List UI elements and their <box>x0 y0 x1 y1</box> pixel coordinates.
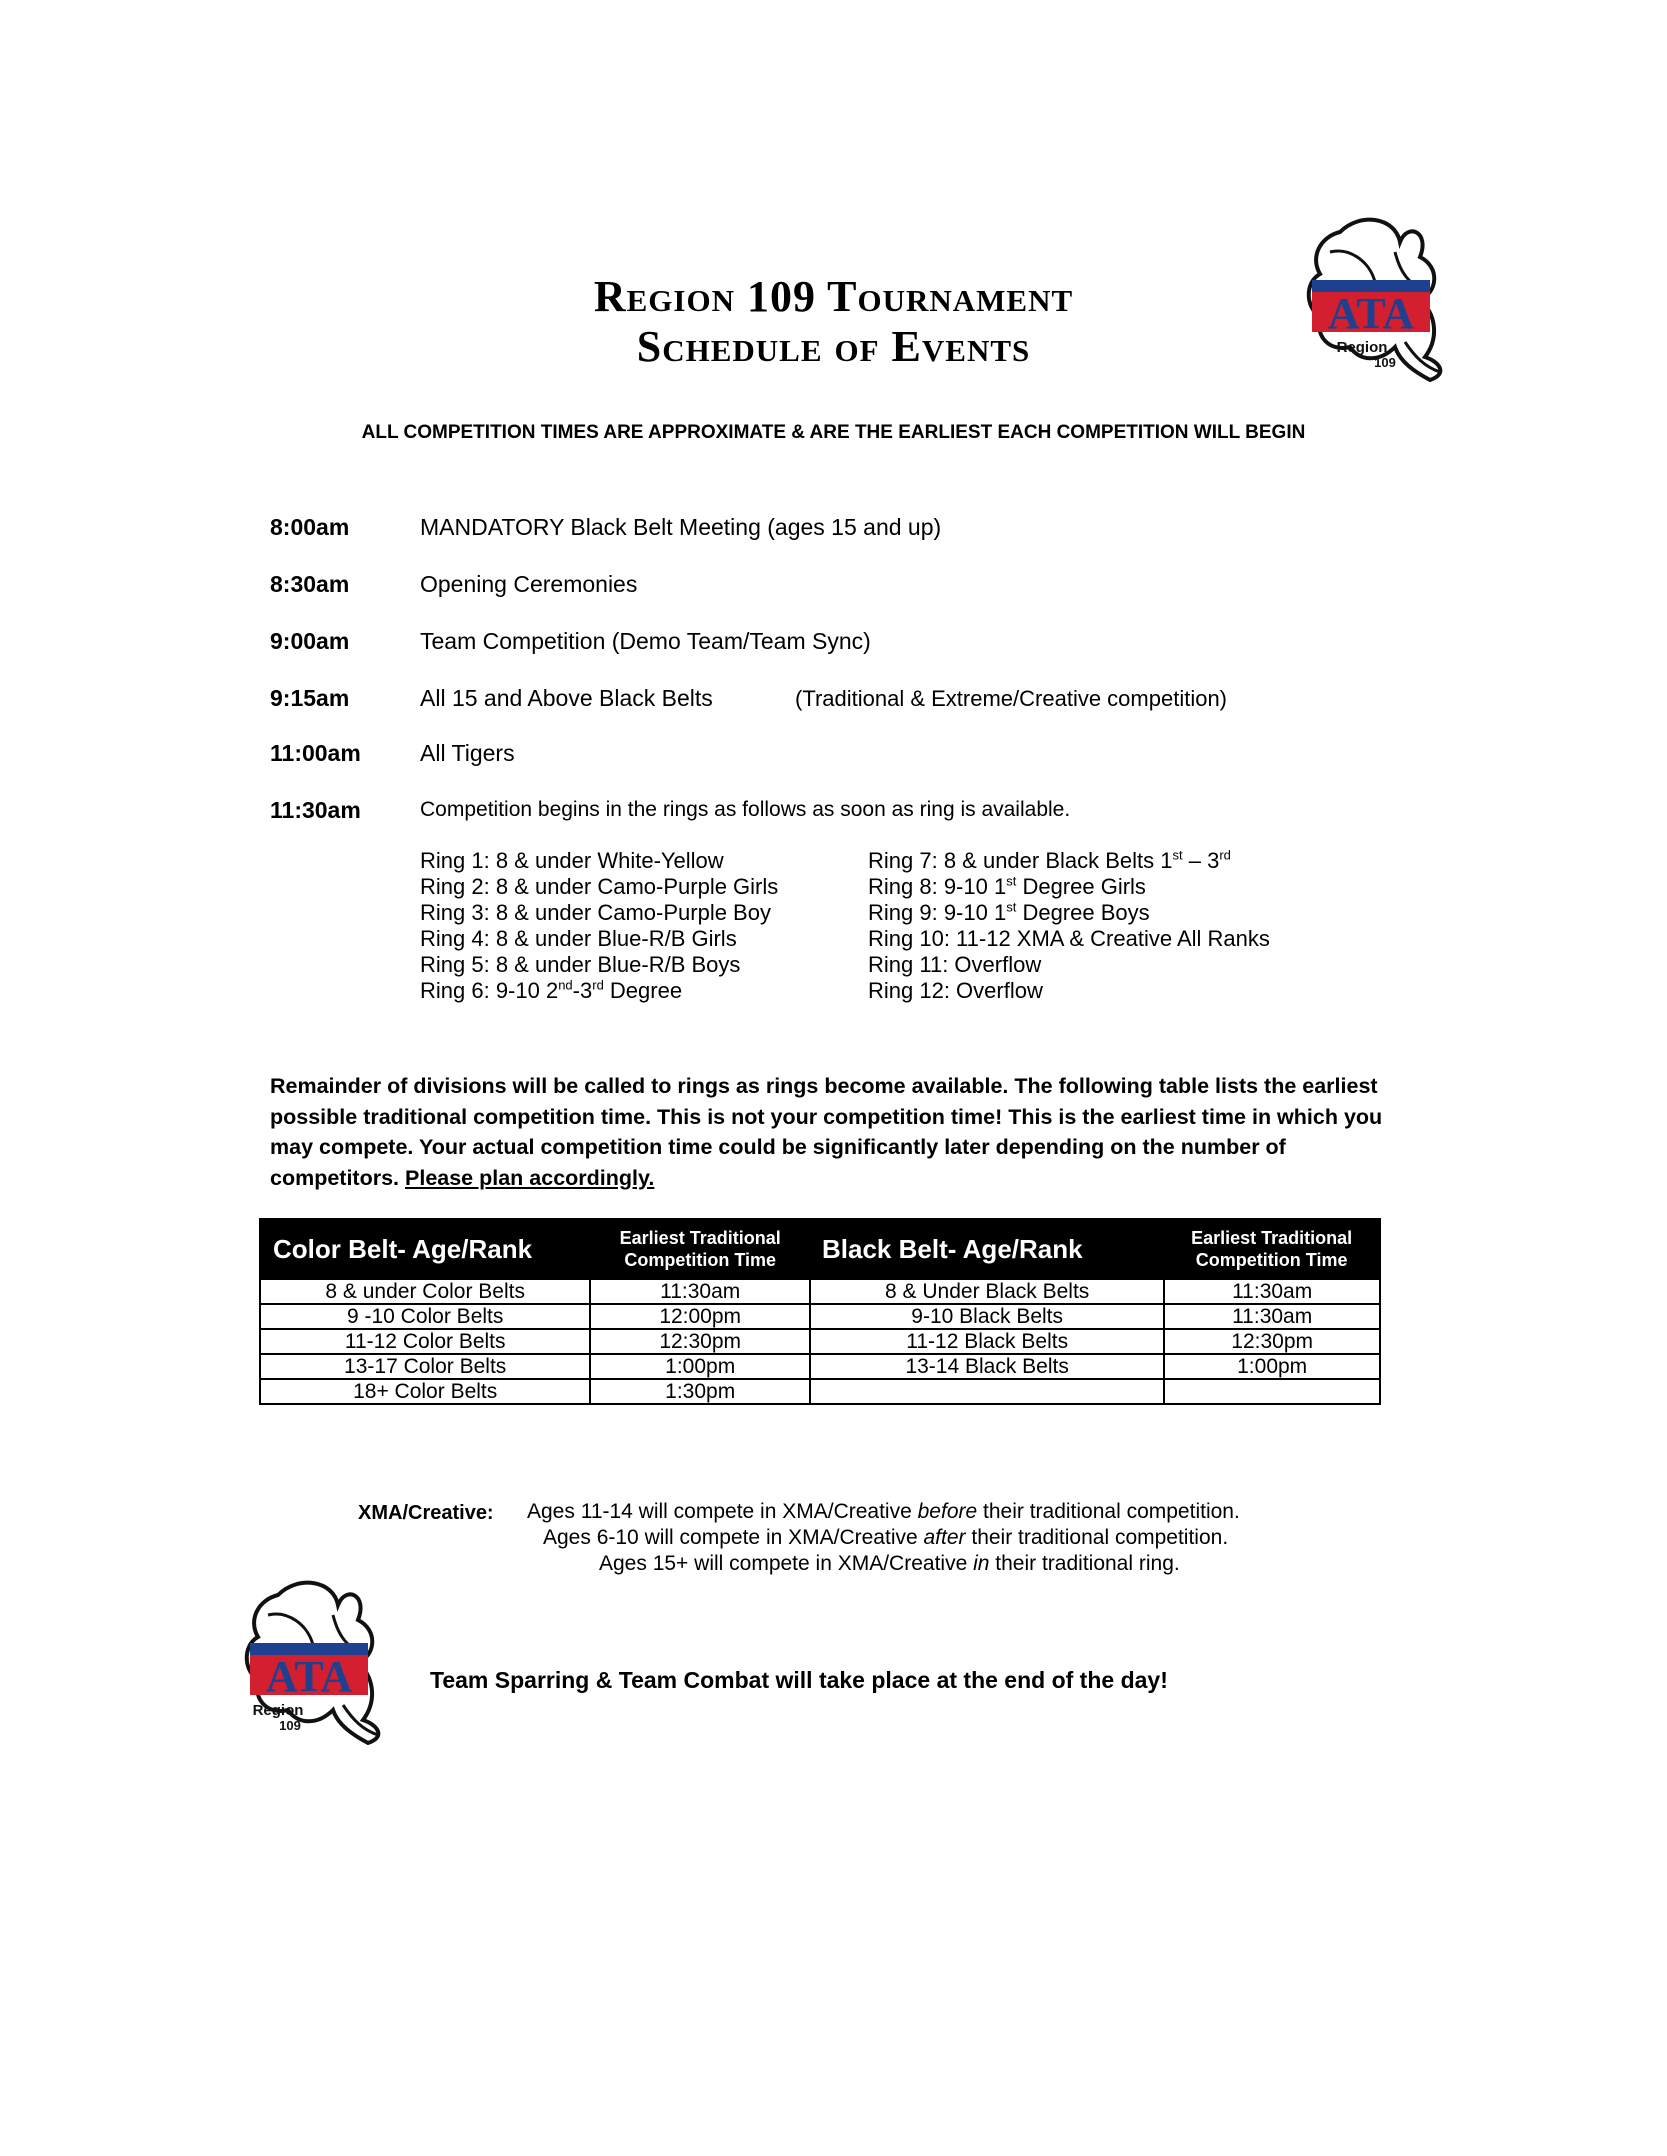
xma-line <box>599 1552 1180 1576</box>
dragon-logo-icon <box>1300 212 1450 382</box>
table-cell: 12:30pm <box>1164 1329 1380 1354</box>
ring-item: Ring 8: 9-10 1st Degree Girls <box>868 873 1146 899</box>
ring-item: Ring 12: Overflow <box>868 978 1043 1003</box>
xma-line-text: their traditional competition. <box>965 1526 1229 1549</box>
ring-item: Ring 10: 11-12 XMA & Creative All Ranks <box>868 926 1270 951</box>
page-title: Region 109 Tournament <box>593 272 1074 321</box>
table-row <box>260 1379 1380 1404</box>
schedule-time: 11:00am <box>270 740 361 766</box>
table-row <box>260 1279 1380 1304</box>
notice-paragraph <box>270 1071 1410 1193</box>
page-subtitle: ALL COMPETITION TIMES ARE APPROXIMATE & ARE THE EARLIEST EACH COMPETITION WILL BEGIN <box>361 422 1306 443</box>
table-cell: 9-10 Black Belts <box>810 1304 1164 1329</box>
xma-line-text: Ages 6-10 will compete in XMA/Creative <box>543 1526 924 1549</box>
ring-list-left <box>420 848 778 1004</box>
xma-line-text: their traditional competition. <box>977 1500 1240 1523</box>
competition-time-table <box>259 1218 1381 1405</box>
table-cell: 11-12 Black Belts <box>810 1329 1164 1354</box>
table-cell <box>810 1379 1164 1404</box>
table-header-cell: Black Belt- Age/Rank <box>810 1219 1164 1279</box>
ring-item: Ring 7: 8 & under Black Belts 1st – 3rd <box>868 847 1231 873</box>
table-cell: 18+ Color Belts <box>260 1379 590 1404</box>
schedule-item-note: (Traditional & Extreme/Creative competition) <box>795 686 1228 711</box>
table-cell: 1:30pm <box>590 1379 810 1404</box>
schedule-item: All 15 and Above Black Belts <box>420 685 713 711</box>
schedule-time: 8:00am <box>270 514 350 540</box>
table-cell: 11-12 Color Belts <box>260 1329 590 1354</box>
table-cell <box>1164 1379 1380 1404</box>
xma-line-text: their traditional ring. <box>989 1552 1180 1575</box>
dragon-logo-icon <box>238 1575 388 1745</box>
svg-text:ATA: ATA <box>265 1652 353 1701</box>
svg-text:Region: Region <box>252 1702 304 1719</box>
xma-label: XMA/Creative: <box>358 1502 494 1524</box>
table-header-cell: Earliest Traditional Competition Time <box>590 1219 810 1279</box>
schedule-time: 8:30am <box>270 571 350 597</box>
table-header-row <box>260 1219 1380 1279</box>
schedule-time: 11:30am <box>270 797 361 823</box>
ring-item: Ring 1: 8 & under White-Yellow <box>420 848 724 873</box>
ring-list-right <box>868 848 1270 1004</box>
svg-text:109: 109 <box>1374 355 1396 370</box>
schedule-time: 9:00am <box>270 628 350 654</box>
ring-item: Ring 3: 8 & under Camo-Purple Boy <box>420 900 771 925</box>
table-cell: 1:00pm <box>1164 1354 1380 1379</box>
table-cell: 8 & under Color Belts <box>260 1279 590 1304</box>
ring-item: Ring 11: Overflow <box>868 952 1042 977</box>
ata-region-logo-bottom <box>238 1575 388 1745</box>
table-row <box>260 1329 1380 1354</box>
xma-line-text: Ages 15+ will compete in XMA/Creative <box>599 1552 974 1575</box>
table-cell: 9 -10 Color Belts <box>260 1304 590 1329</box>
schedule-item: Competition begins in the rings as follows as soon as ring is available. <box>420 798 1071 821</box>
svg-text:109: 109 <box>279 1718 301 1733</box>
xma-line-emphasis: in <box>973 1552 990 1575</box>
ring-item: Ring 9: 9-10 1st Degree Boys <box>868 899 1150 925</box>
table-cell: 12:00pm <box>590 1304 810 1329</box>
ring-item: Ring 5: 8 & under Blue-R/B Boys <box>420 952 741 977</box>
table-cell: 8 & Under Black Belts <box>810 1279 1164 1304</box>
table-cell: 12:30pm <box>590 1329 810 1354</box>
xma-line <box>527 1500 1240 1524</box>
page-title-line-2: Schedule of Events <box>636 322 1031 371</box>
table-cell: 13-14 Black Belts <box>810 1354 1164 1379</box>
table-row <box>260 1304 1380 1329</box>
xma-line-emphasis: before <box>917 1500 978 1523</box>
xma-line-text: Ages 11-14 will compete in XMA/Creative <box>527 1500 918 1523</box>
ata-region-logo-top <box>1300 212 1450 382</box>
notice-emphasis: Please plan accordingly. <box>405 1165 655 1190</box>
notice-text: Remainder of divisions will be called to rings as rings become available. The following table lists the earliest possible traditional competition time. This is not your competition time! This is the earliest time in which you may compete. Your actual competition time could be significantly later depending on the number of competitors. <box>270 1074 1383 1190</box>
ring-item: Ring 6: 9-10 2nd-3rd Degree <box>420 977 683 1003</box>
table-header-cell: Earliest Traditional Competition Time <box>1164 1219 1380 1279</box>
table-cell: 1:00pm <box>590 1354 810 1379</box>
schedule-item: Team Competition (Demo Team/Team Sync) <box>420 628 871 654</box>
table-cell: 11:30am <box>1164 1304 1380 1329</box>
closing-note: Team Sparring & Team Combat will take place at the end of the day! <box>430 1667 1168 1693</box>
ring-item: Ring 2: 8 & under Camo-Purple Girls <box>420 874 779 899</box>
table-header-cell: Color Belt- Age/Rank <box>260 1219 590 1279</box>
table-cell: 11:30am <box>590 1279 810 1304</box>
table-cell: 13-17 Color Belts <box>260 1354 590 1379</box>
schedule-item: MANDATORY Black Belt Meeting (ages 15 and up) <box>420 514 942 540</box>
xma-line <box>543 1526 1228 1550</box>
xma-line-emphasis: after <box>923 1526 966 1549</box>
schedule-item: All Tigers <box>420 740 515 766</box>
table-row <box>260 1354 1380 1379</box>
table-cell: 11:30am <box>1164 1279 1380 1304</box>
ring-item: Ring 4: 8 & under Blue-R/B Girls <box>420 926 737 951</box>
schedule-item: Opening Ceremonies <box>420 571 638 597</box>
svg-text:ATA: ATA <box>1327 289 1415 338</box>
svg-text:Region: Region <box>1336 339 1388 356</box>
schedule-time: 9:15am <box>270 685 350 711</box>
